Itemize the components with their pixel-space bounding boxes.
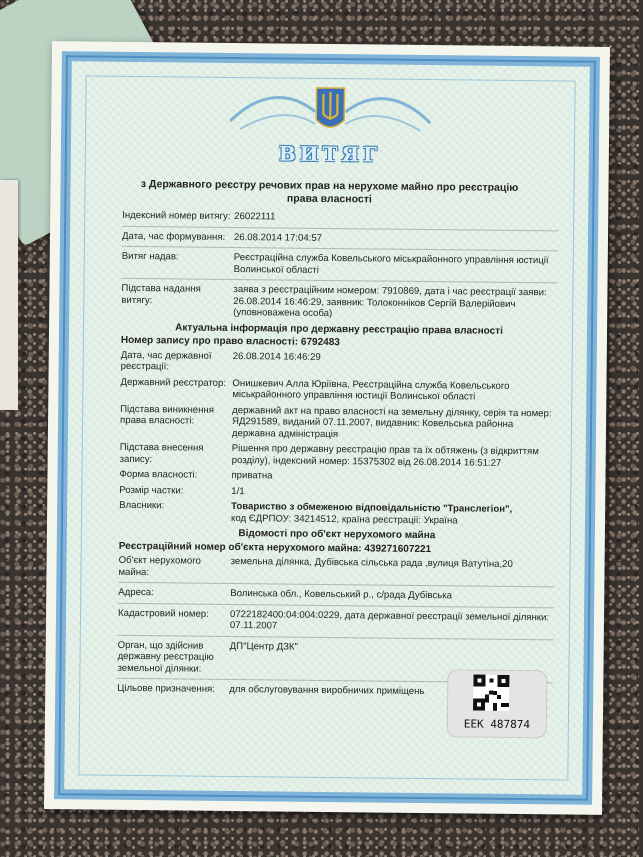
field-label: Дата, час державної реєстрації:: [120, 349, 212, 373]
field-label: Державний реєстратор:: [120, 376, 227, 389]
field-label: Розмір частки:: [119, 484, 184, 496]
field-value: приватна: [231, 470, 273, 482]
field-label: Підстава внесення запису:: [119, 441, 204, 465]
owner-details: код ЄДРПОУ: 34214512, країна реєстрації: Україна: [230, 512, 458, 526]
field-label: Адреса:: [118, 586, 154, 599]
field-value: 26.08.2014 16:46:29: [232, 350, 321, 363]
document-subtitle: з Державного реєстру речових прав на нерухоме майно про реєстрацію права власності: [140, 178, 519, 206]
field-row: [120, 442, 556, 470]
field-label: Цільове призначення:: [117, 682, 215, 695]
ornamental-border: [54, 51, 600, 805]
field-value: ДП"Центр ДЗК": [229, 640, 298, 653]
field-label: Підстава виникнення права власності:: [120, 403, 215, 427]
section-title-object: Відомості про об'єкт нерухомого майна: [238, 528, 436, 542]
field-value: Онишкевич Алла Юріївна, Реєстраційна служба Ковельського міськрайонного управління юстиції Волинської області: [232, 377, 510, 403]
record-number-label: Номер запису про право власності:: [120, 334, 299, 348]
record-number-value: 6792483: [300, 336, 340, 349]
field-value: 0722182400:04:004:0229, дата державної реєстрації земельної ділянки: 07.11.2007: [229, 608, 550, 632]
field-row: [122, 251, 558, 279]
field-row: [118, 587, 554, 603]
stamp-code: ЕЕК 487874: [463, 717, 531, 732]
owners-row: [119, 500, 555, 528]
field-label: Форма власності:: [119, 468, 198, 481]
certificate-document: [44, 41, 610, 815]
field-value: заява з реєстраційним номером: 7910869, дата і час реєстрації заяви: 26.08.2014 16:46:29, заявник: Толоконніков Сергій Валерійович (уповноважена особа): [233, 284, 547, 320]
section-title-rights: Актуальна інформація про державну реєстрацію права власності: [175, 321, 503, 337]
field-label: Орган, що здійснив державну реєстрацію земельної ділянки:: [117, 639, 214, 675]
field-row: [122, 230, 558, 246]
object-reg-label: Реєстраційний номер об'єкта нерухомого майна:: [118, 540, 362, 554]
object-reg-line: [119, 540, 555, 556]
qr-code-icon: [473, 675, 509, 711]
field-row: [119, 469, 555, 485]
field-value: Волинська обл., Ковельський р., с/рада Дубівська: [230, 587, 453, 602]
field-row: [118, 607, 554, 635]
paper-stack-edge: [0, 180, 18, 410]
field-row: [118, 555, 554, 583]
field-label: Підстава надання витягу:: [121, 282, 201, 306]
field-label: Дата, час формування:: [121, 230, 226, 243]
field-value: Рішення про державну реєстрацію прав та їх обтяжень (з відкриттям розділу), індексний номер: 15375302 від 26.08.2014 16:51:27: [231, 443, 539, 469]
field-row: [121, 349, 557, 377]
field-value: земельна ділянка, Дубівська сільська рада ,вулиця Ватутіна,20: [230, 555, 513, 570]
header-fields: [121, 210, 558, 322]
security-hologram-stamp: [447, 669, 548, 738]
field-row: [119, 484, 555, 500]
document-title: ВИТЯГ: [278, 141, 382, 167]
object-reg-number: 439271607221: [364, 542, 432, 555]
field-label: Об'єкт нерухомого майна:: [118, 554, 201, 578]
field-label: Витяг надав:: [121, 250, 179, 263]
field-value: 26022111: [234, 211, 276, 223]
record-number-line: [121, 335, 557, 351]
field-row: [120, 403, 556, 442]
field-value: Реєстраційна служба Ковельського міськрайонного управління юстиції Волинської області: [233, 252, 549, 276]
field-value: для обслуговування виробничих приміщень: [229, 683, 425, 698]
trident-coat-of-arms-icon: [220, 81, 441, 139]
field-row: [121, 283, 557, 322]
rights-fields: [119, 349, 557, 527]
field-label: Індексний номер витягу:: [122, 209, 231, 222]
field-value: державний акт на право власності на земельну ділянку, серія та номер: ЯД291589, виданий 07.11.2007, видавник: Ковельська районна державна адміністрація: [231, 404, 552, 440]
field-label: Кадастровий номер:: [117, 607, 209, 620]
document-body: [117, 210, 558, 703]
field-value: 26.08.2014 17:04:57: [233, 231, 323, 244]
field-value: 1/1: [231, 485, 245, 497]
owners-label: Власники:: [119, 499, 165, 512]
field-row: [120, 376, 556, 404]
owner-name: Товариство з обмеженою відповідальністю "Транслегіон",: [231, 501, 513, 515]
